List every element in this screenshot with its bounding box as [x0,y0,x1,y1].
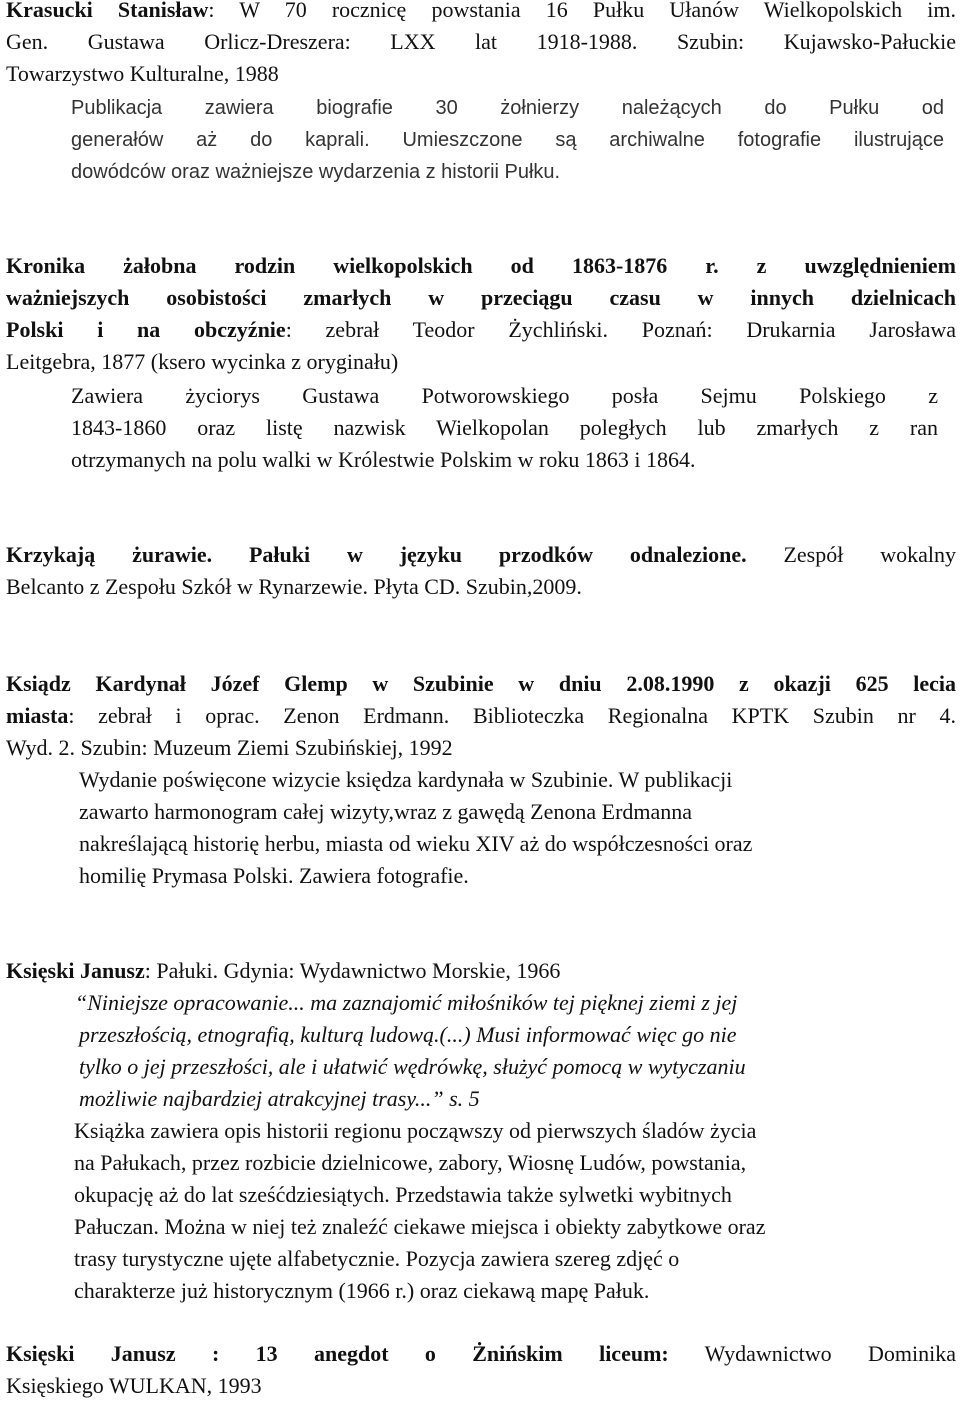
entry-author: Krasucki Stanisław [6,0,209,22]
entry-2-desc-3: otrzymanych na polu walki w Królestwie Polskim w roku 1863 i 1864. [71,447,696,472]
entry-5-desc-6: charakterze już historycznym (1966 r.) oraz ciekawą mapę Pałuk. [74,1278,650,1303]
entry-text: : zebrał i oprac. Zenon Erdmann. Biblioteczka Regionalna KPTK Szubin nr 4. [68,703,956,728]
entry-5-desc-3: okupację aż do lat sześćdziesiątych. Przedstawia także sylwetki wybitnych [74,1182,732,1207]
entry-5-line-1 [6,955,956,987]
entry-2-line-1: Kronika żałobna rodzin wielkopolskich od 1863-1876 r. z uwzględnieniem [6,253,956,278]
entry-1-line-1 [6,0,956,26]
entry-5-desc-1: Książka zawiera opis historii regionu począwszy od pierwszych śladów życia [74,1118,757,1143]
entry-3-line-2: Belcanto z Zespołu Szkół w Rynarzewie. Płyta CD. Szubin,2009. [6,574,582,599]
entry-1-line-3 [6,58,956,90]
entry-4-line-3: Wyd. 2. Szubin: Muzeum Ziemi Szubińskiej, 1992 [6,735,453,760]
entry-4-line-2 [6,700,956,732]
entry-text: Gen. Gustawa Orlicz-Dreszera: LXX lat 1918-1988. Szubin: Kujawsko-Pałuckie [6,29,956,54]
entry-3-line-1 [6,539,956,571]
entry-1-desc-2: generałów aż do kaprali. Umieszczone są archiwalne fotografie ilustrujące [71,129,944,151]
entry-4-desc-3: nakreślającą historię herbu, miasta od wieku XIV aż do współczesności oraz [79,831,753,856]
entry-5-desc-5: trasy turystyczne ujęte alfabetycznie. Pozycja zawiera szereg zdjęć o [74,1246,680,1271]
entry-2-desc-1: Zawiera życiorys Gustawa Potworowskiego posła Sejmu Polskiego z [71,383,938,408]
entry-1-desc-1: Publikacja zawiera biografie 30 żołnierzy należących do Pułku od [71,97,944,119]
entry-5-desc-2: na Pałukach, przez rozbicie dzielnicowe, zabory, Wiosnę Ludów, powstania, [74,1150,747,1175]
entry-2-desc-2: 1843-1860 oraz listę nazwisk Wielkopolan poległych lub zmarłych z ran [71,415,938,440]
entry-text: Towarzystwo Kulturalne, 1988 [6,61,279,86]
entry-5-quote-4: możliwie najbardziej atrakcyjnej trasy...” s. 5 [79,1086,480,1111]
entry-5-quote-3: tylko o jej przeszłości, ale i ułatwić wędrówkę, służyć pomocą w wytyczaniu [79,1054,746,1079]
entry-text: : W 70 rocznicę powstania 16 Pułku Ułanów Wielkopolskich im. [208,0,956,22]
entry-1-desc-3: dowódców oraz ważniejsze wydarzenia z historii Pułku. [71,161,561,183]
entry-title: Polski i na obczyźnie [6,317,286,342]
entry-4-desc-1: Wydanie poświęcone wizycie księdza kardynała w Szubinie. W publikacji [79,767,733,792]
entry-4-line-1: Ksiądz Kardynał Józef Glemp w Szubinie w dniu 2.08.1990 z okazji 625 lecia [6,671,956,696]
entry-5-quote-2: przeszłością, etnografią, kulturą ludową.(...) Musi informować więc go nie [79,1022,737,1047]
entry-4-desc-4: homilię Prymasa Polski. Zawiera fotografie. [79,863,469,888]
entry-2-line-3 [6,314,956,346]
entry-5-quote-1: “Niniejsze opracowanie... ma zaznajomić miłośników tej pięknej ziemi z jej [75,990,738,1015]
entry-text: : zebrał Teodor Żychliński. Poznań: Drukarnia Jarosława [285,317,956,342]
entry-text: Zespół wokalny [746,542,956,567]
entry-6-line-1 [6,1338,956,1370]
entry-2-line-2: ważniejszych osobistości zmarłych w przeciągu czasu w innych dzielnicach [6,285,956,310]
entry-text: Wydawnictwo Dominika [668,1341,956,1366]
entry-4-desc-2: zawarto harmonogram całej wizyty,wraz z gawędą Zenona Erdmanna [79,799,693,824]
entry-author: Księski Janusz [6,958,145,983]
entry-title: Księski Janusz : 13 anegdot o Żnińskim liceum: [6,1341,669,1366]
entry-5-desc-4: Pałuczan. Można w niej też znaleźć ciekawe miejsca i obiekty zabytkowe oraz [74,1214,766,1239]
entry-text: : Pałuki. Gdynia: Wydawnictwo Morskie, 1966 [144,958,561,983]
entry-1-line-2 [6,26,956,58]
entry-title: Krzykają żurawie. Pałuki w języku przodków odnalezione. [6,542,747,567]
entry-2-line-4: Leitgebra, 1877 (ksero wycinka z oryginału) [6,349,399,374]
entry-6-line-2: Księskiego WULKAN, 1993 [6,1373,262,1398]
entry-title: miasta [6,703,69,728]
